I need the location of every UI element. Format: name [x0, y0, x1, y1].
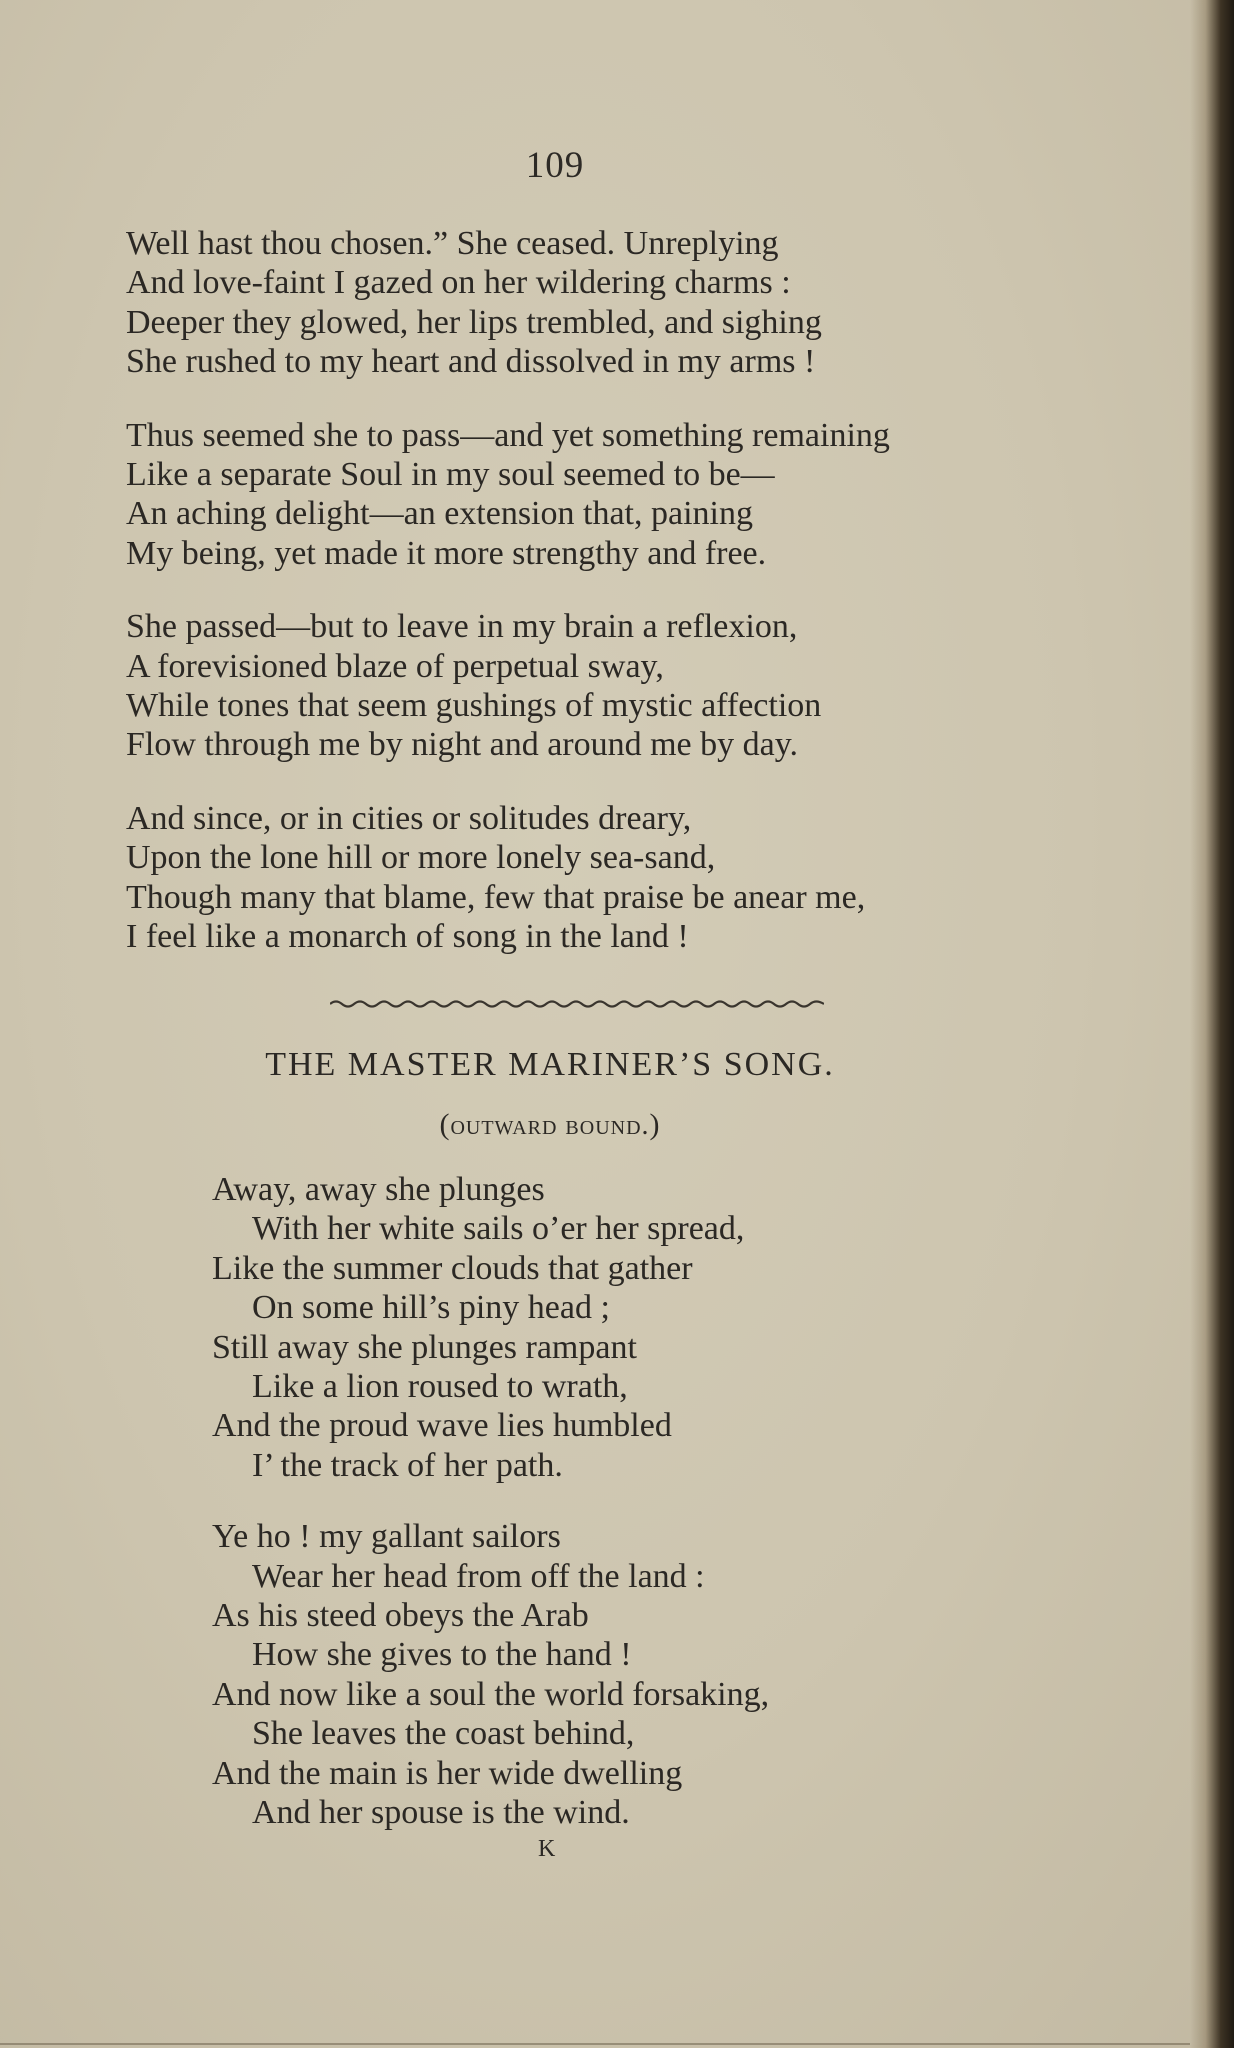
verse-line: A forevisioned blaze of perpetual sway, [126, 647, 664, 685]
verse-line: Flow through me by night and around me by day. [126, 726, 799, 764]
verse-line: An aching delight—an extension that, paining [126, 495, 753, 533]
verse-line: While tones that seem gushings of mystic affection [126, 687, 822, 725]
verse-line: As his steed obeys the Arab [212, 1597, 589, 1635]
poem-continuation [126, 224, 1026, 957]
page-number: 109 [525, 145, 585, 186]
verse-line: Away, away she plunges [212, 1171, 545, 1208]
verse-line: With her white sails o’er her spread, [252, 1210, 745, 1248]
verse-line: Though many that blame, few that praise be anear me, [126, 878, 866, 916]
verse-line: And her spouse is the wind. [252, 1794, 630, 1832]
verse-line: My being, yet made it more strengthy and free. [126, 534, 767, 572]
verse-line: And since, or in cities or solitudes dreary, [126, 799, 692, 837]
wavy-rule-ornament [330, 996, 824, 1012]
poem-title: THE MASTER MARINER’S SONG. [265, 1046, 835, 1083]
verse-line: And now like a soul the world forsaking, [212, 1675, 770, 1713]
verse-line: And love-faint I gazed on her wildering charms : [126, 264, 791, 302]
verse-line: Upon the lone hill or more lonely sea-sand, [126, 839, 716, 877]
verse-line: Thus seemed she to pass—and yet something remaining [126, 416, 890, 454]
verse-line: Deeper they glowed, her lips trembled, and sighing [126, 303, 822, 341]
verse-line: Still away she plunges rampant [212, 1328, 637, 1366]
signature-mark: K [538, 1836, 557, 1862]
verse-line: On some hill’s piny head ; [252, 1289, 610, 1327]
poem-subtitle [0, 1108, 1100, 1142]
verse-line: I’ the track of her path. [252, 1446, 563, 1484]
stanza [126, 799, 1026, 957]
subtitle-text: outward bound. [450, 1110, 650, 1141]
verse-line: And the proud wave lies humbled [212, 1407, 672, 1445]
verse-line: Like a separate Soul in my soul seemed to be— [126, 456, 775, 494]
verse-line: Like a lion roused to wrath, [252, 1368, 628, 1406]
page-bottom-edge [0, 2043, 1190, 2045]
verse-line: Well hast thou chosen.” She ceased. Unreplying [126, 225, 779, 262]
verse-line: Wear her head from off the land : [252, 1557, 705, 1595]
verse-line: How she gives to the hand ! [252, 1636, 632, 1674]
page-binding-shadow [1190, 0, 1234, 2048]
verse-line: Like the summer clouds that gather [212, 1249, 693, 1287]
stanza [126, 607, 1026, 765]
subtitle-open-paren: ( [439, 1108, 451, 1141]
subtitle-close-paren: ) [649, 1108, 661, 1141]
verse-line: She leaves the coast behind, [252, 1715, 635, 1753]
verse-line: And the main is her wide dwelling [212, 1754, 683, 1792]
stanza [126, 416, 1026, 574]
verse-line: She passed—but to leave in my brain a reflexion, [126, 608, 798, 646]
stanza [212, 1170, 992, 1485]
poem-master-mariners-song [212, 1170, 992, 1833]
verse-line: I feel like a monarch of song in the land ! [126, 918, 689, 956]
stanza [126, 224, 1026, 382]
stanza [212, 1517, 992, 1832]
verse-line: She rushed to my heart and dissolved in my arms ! [126, 343, 816, 381]
verse-line: Ye ho ! my gallant sailors [212, 1518, 561, 1556]
